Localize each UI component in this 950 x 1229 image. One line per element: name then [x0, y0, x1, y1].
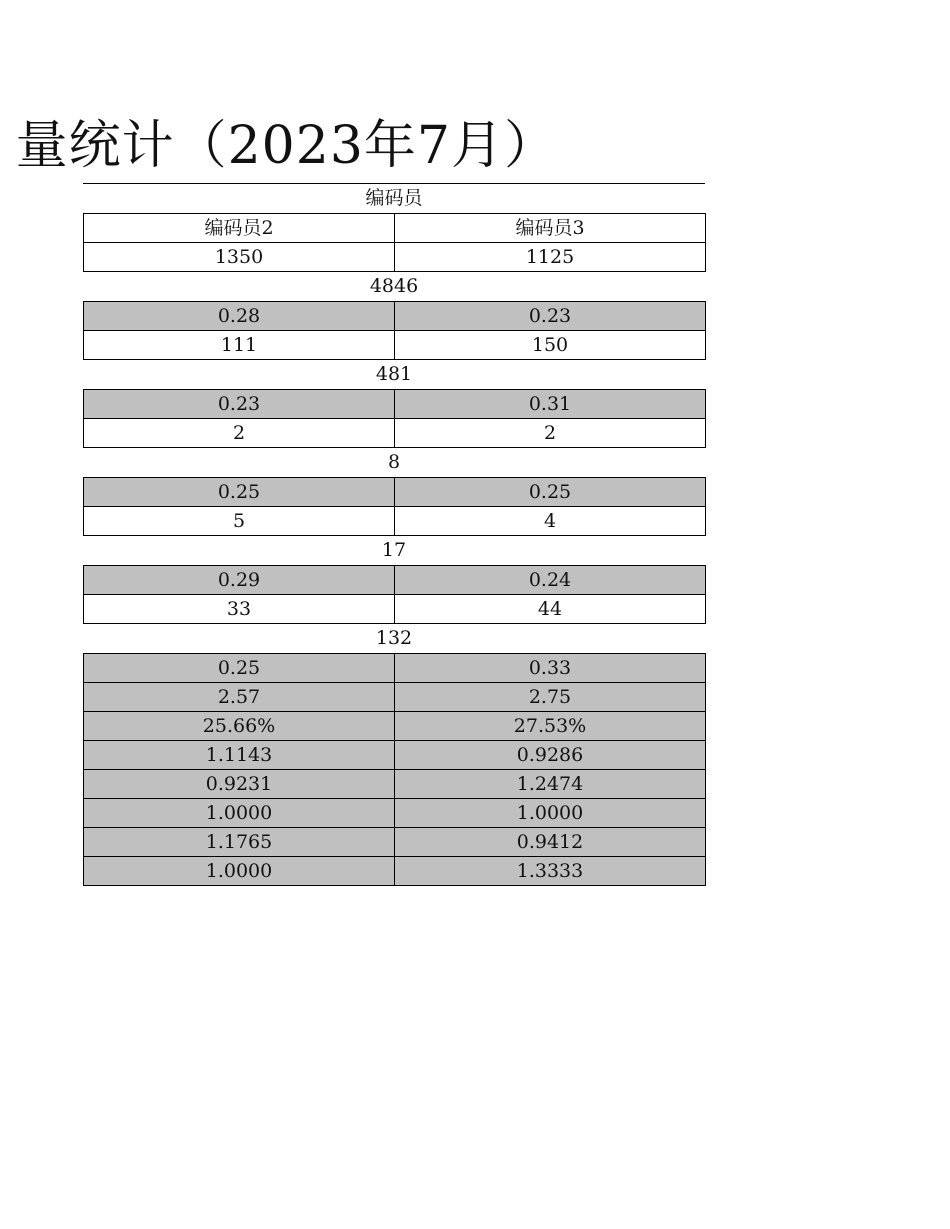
table-cell: 2	[395, 419, 706, 448]
ratio-row	[84, 302, 706, 331]
summary-row	[84, 857, 706, 886]
ratio-row	[84, 566, 706, 595]
count-row	[84, 507, 706, 536]
table-row	[84, 243, 706, 272]
table-cell: 1.1765	[84, 828, 395, 857]
ratio-row	[84, 478, 706, 507]
count-row	[84, 419, 706, 448]
block-total: 132	[375, 627, 413, 649]
table-cell: 5	[84, 507, 395, 536]
column-header-row	[84, 214, 706, 243]
table-cell: 111	[84, 331, 395, 360]
table-cell: 0.29	[84, 566, 395, 595]
summary-row	[84, 799, 706, 828]
block-table	[83, 565, 706, 624]
table-cell: 0.9412	[395, 828, 706, 857]
header-table	[83, 213, 706, 272]
block-total: 481	[375, 363, 413, 385]
count-row	[84, 331, 706, 360]
table-cell: 0.23	[395, 302, 706, 331]
summary-row	[84, 770, 706, 799]
summary-row	[84, 828, 706, 857]
table-cell: 27.53%	[395, 712, 706, 741]
table-cell: 4	[395, 507, 706, 536]
block-table	[83, 477, 706, 536]
table-cell: 2.57	[84, 683, 395, 712]
table-cell: 0.25	[84, 478, 395, 507]
table-cell: 0.25	[395, 478, 706, 507]
summary-row	[84, 683, 706, 712]
page-title: 量统计（2023年7月）	[15, 116, 557, 176]
table-cell: 2	[84, 419, 395, 448]
table-cell: 33	[84, 595, 395, 624]
summary-table	[83, 653, 706, 886]
page-title-region	[15, 108, 705, 184]
table-cell: 1.0000	[84, 799, 395, 828]
column-header: 编码员2	[84, 214, 395, 243]
table-cell: 1.0000	[84, 857, 395, 886]
header-group-label: 编码员	[365, 187, 423, 209]
table-cell: 0.31	[395, 390, 706, 419]
stats-sheet	[83, 184, 705, 886]
table-cell: 1125	[395, 243, 706, 272]
block-table	[83, 301, 706, 360]
block-total: 17	[381, 539, 407, 561]
block-total: 8	[387, 451, 401, 473]
table-cell: 0.23	[84, 390, 395, 419]
table-cell: 150	[395, 331, 706, 360]
block-table	[83, 389, 706, 448]
table-cell: 1.2474	[395, 770, 706, 799]
table-cell: 0.24	[395, 566, 706, 595]
block-total: 4846	[369, 275, 419, 297]
table-cell: 0.9286	[395, 741, 706, 770]
summary-row	[84, 741, 706, 770]
table-cell: 1350	[84, 243, 395, 272]
table-cell: 0.9231	[84, 770, 395, 799]
table-cell: 0.28	[84, 302, 395, 331]
table-cell: 1.0000	[395, 799, 706, 828]
column-header: 编码员3	[395, 214, 706, 243]
count-row	[84, 595, 706, 624]
table-cell: 0.33	[395, 654, 706, 683]
table-cell: 1.1143	[84, 741, 395, 770]
table-cell: 0.25	[84, 654, 395, 683]
table-cell: 25.66%	[84, 712, 395, 741]
table-cell: 44	[395, 595, 706, 624]
table-cell: 2.75	[395, 683, 706, 712]
summary-row	[84, 712, 706, 741]
summary-row	[84, 654, 706, 683]
table-cell: 1.3333	[395, 857, 706, 886]
ratio-row	[84, 390, 706, 419]
